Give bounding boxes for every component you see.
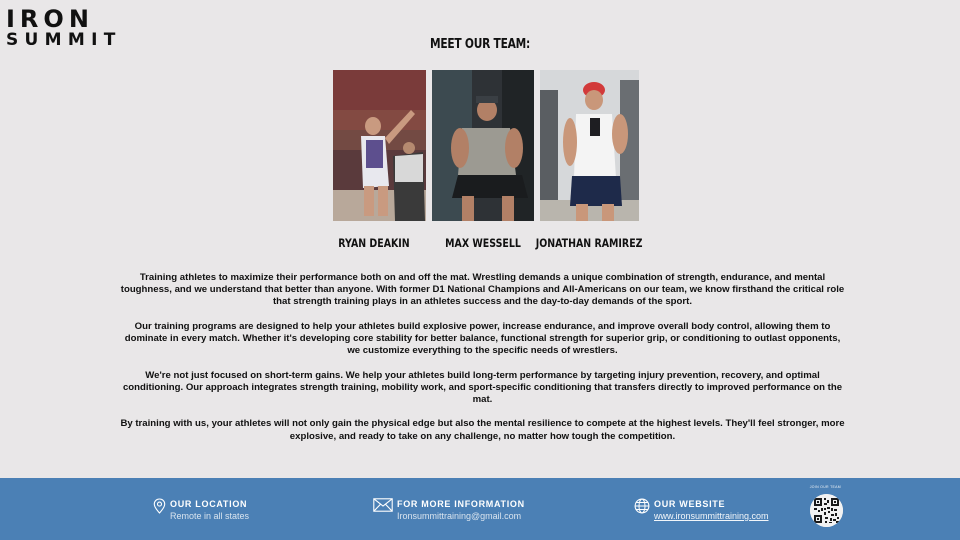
footer-location-heading: OUR LOCATION (170, 499, 248, 509)
about-paragraph: Our training programs are designed to help your athletes build explosive power, increase endurance, and improve overall body control, allowing them to dominate in every match. Whether it's developing core stability for better balance, functional strength for superior grip, or conditioning to outlast opponents, we customize everything to the specific needs of wrestlers. (124, 320, 841, 357)
team-member-name: RYAN DEAKIN (338, 236, 410, 250)
qr-code-pattern (810, 494, 843, 527)
footer-website-link[interactable]: www.ironsummittraining.com (654, 511, 769, 521)
footer-location (153, 498, 249, 522)
brand-logo-line2: SUMMIT (6, 30, 122, 50)
globe-icon (634, 498, 650, 514)
about-paragraph: We're not just focused on short-term gains. We help your athletes build long-term performance by targeting injury prevention, recovery, and optimal conditioning. Our approach integrates strength training, mobility work, and sport-specific conditioning that transfers directly to improved performance on the mat. (122, 369, 843, 405)
footer-website (634, 498, 769, 522)
team-member-name: JONATHAN RAMIREZ (535, 236, 643, 250)
team-title: MEET OUR TEAM: (429, 37, 531, 52)
about-paragraph: By training with us, your athletes will not only gain the physical edge but also the mental resilience to compete at the highest levels. They'll feel stronger, more explosive, and ready to take on any challenge, no matter how tough the competition. (120, 418, 845, 442)
footer-email-link[interactable]: Ironsummittraining@gmail.com (397, 511, 522, 521)
qr-caption: JOIN OUR TEAM (809, 485, 841, 489)
footer-info (373, 498, 525, 522)
team-member-name: MAX WESSELL (445, 236, 521, 250)
team-photo-ryan-deakin (333, 70, 426, 221)
location-pin-icon (153, 498, 166, 514)
about-paragraph: Training athletes to maximize their performance both on and off the mat. Wrestling demands a unique combination of strength, endurance, and mental toughness, and we understand that better than anyone. With former D1 National Champions and All-Americans on our team, we know firsthand the critical role that strength training plays in an athletes success and the day-to-day demands of the sport. (120, 272, 845, 308)
about-text (120, 272, 845, 455)
team-photo-max-wessell (432, 70, 534, 221)
envelope-icon (373, 498, 393, 512)
footer-info-heading: FOR MORE INFORMATION (397, 499, 525, 509)
qr-code[interactable] (810, 494, 843, 527)
brand-logo-line1: IRON (6, 5, 94, 33)
footer-location-value: Remote in all states (170, 511, 250, 521)
team-photo-jonathan-ramirez (540, 70, 639, 221)
footer-website-heading: OUR WEBSITE (654, 499, 726, 509)
